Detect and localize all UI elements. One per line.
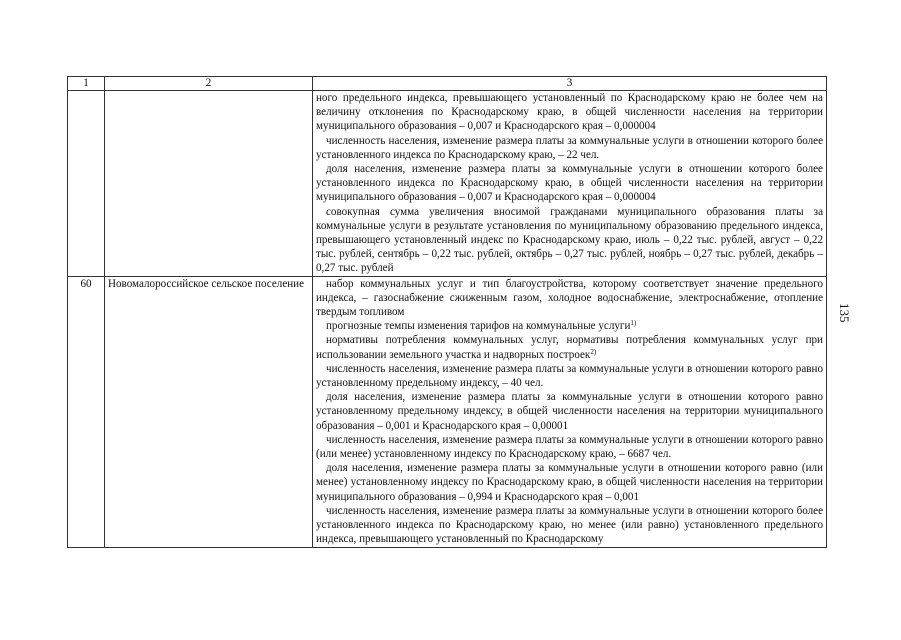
- text-paragraph: набор коммунальных услуг и тип благоустройства, которому соответствует значение предельного индекса, – газоснабжение сжиженным газом, холодное водоснабжение, электроснабжение, отопление твердым топливом: [316, 277, 823, 319]
- column-header-3: 3: [313, 77, 827, 91]
- column-header-1: 1: [68, 77, 105, 91]
- data-table: [67, 76, 827, 548]
- text-paragraph: совокупная сумма увеличения вносимой гражданами муниципального образования платы за коммунальные услуги в результате установления по муниципальному образованию предельного индекса, превышающего установленный индекс по Краснодарскому краю, июль – 0,22 тыс. рублей, август – 0,22 тыс. рублей, сентябрь – 0,22 тыс. рублей, октябрь – 0,27 тыс. рублей, ноябрь – 0,27 тыс. рублей, декабрь – 0,27 тыс. рублей: [316, 205, 823, 275]
- text-paragraph: численность населения, изменение размера платы за коммунальные услуги в отношении которого более установленного индекса по Краснодарскому краю, – 22 чел.: [316, 134, 823, 161]
- footnote-marker: 2): [590, 347, 597, 356]
- text-paragraph: ного предельного индекса, превышающего установленный по Краснодарскому краю не более чем на величину отклонения по Краснодарскому краю, в общей численности населения на территории муниципального образования – 0,007 и Краснодарского края – 0,000004: [316, 92, 823, 133]
- paragraph-text: прогнозные темпы изменения тарифов на коммунальные услуги: [326, 320, 631, 333]
- footnote-marker: 1): [630, 319, 637, 328]
- text-paragraph: численность населения, изменение размера платы за коммунальные услуги в отношении которого более установленного индекса по Краснодарскому краю, но менее (или равно) установленного предельного индекса, превышающего установленный по Краснодарскому: [316, 504, 823, 546]
- text-paragraph: [316, 319, 823, 333]
- table-row-60: [68, 276, 827, 547]
- text-paragraph: численность населения, изменение размера платы за коммунальные услуги в отношении которого равно установленному предельному индексу, – 40 чел.: [316, 362, 823, 390]
- page-number: 135: [837, 303, 852, 323]
- table-header-row: [68, 77, 827, 91]
- row-number-cell: 60: [68, 276, 105, 547]
- text-paragraph: доля населения, изменение размера платы за коммунальные услуги в отношении которого более установленного индекса по Краснодарскому краю, в общей численности населения на территории муниципального образования – 0,007 и Краснодарского края – 0,000004: [316, 163, 823, 204]
- paragraph-text: нормативы потребления коммунальных услуг, нормативы потребления коммунальных услуг при использовании земельного участка и надворных построек: [316, 334, 823, 361]
- settlement-name-cell: Новомалороссийское сельское поселение: [105, 276, 313, 547]
- indicators-cell: [313, 276, 827, 547]
- row-number-cell: [68, 91, 105, 277]
- column-header-2: 2: [105, 77, 313, 91]
- settlement-name-cell: [105, 91, 313, 277]
- text-paragraph: доля населения, изменение размера платы за коммунальные услуги в отношении которого равно установленному предельному индексу, в общей численности населения на территории муниципального образования – 0,001 и Краснодарского края – 0,00001: [316, 391, 823, 432]
- text-paragraph: [316, 333, 823, 361]
- table-row-continued: [68, 91, 827, 277]
- text-paragraph: доля населения, изменение размера платы за коммунальные услуги в отношении которого равно (или менее) установленному индексу по Краснодарскому краю, в общей численности населения на территории муниципального образования – 0,994 и Краснодарского края – 0,001: [316, 462, 823, 503]
- indicators-cell: [313, 91, 827, 277]
- text-paragraph: численность населения, изменение размера платы за коммунальные услуги в отношении которого равно (или менее) установленному индексу по Краснодарскому краю, – 6687 чел.: [316, 433, 823, 461]
